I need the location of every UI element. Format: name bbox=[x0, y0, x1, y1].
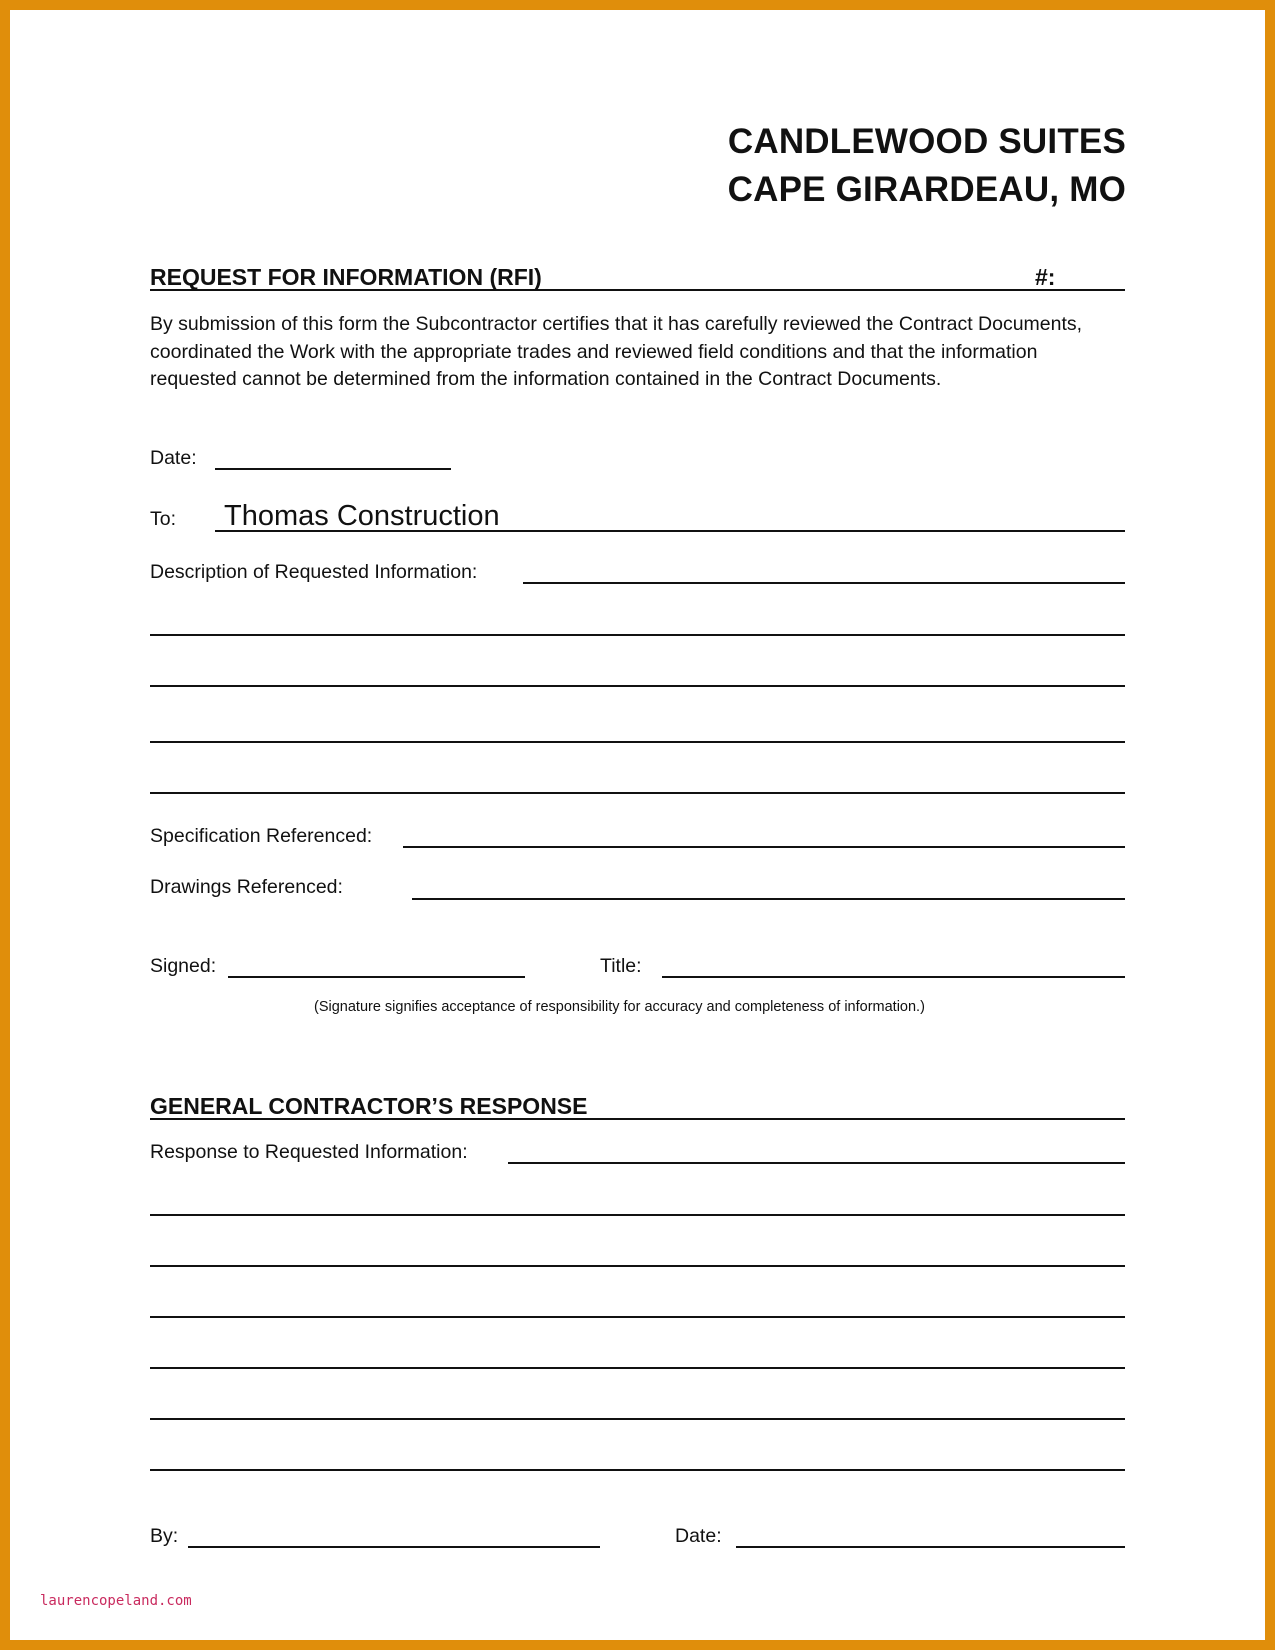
rfi-description-line-3[interactable] bbox=[150, 685, 1125, 687]
rfi-date-label: Date: bbox=[150, 447, 197, 469]
response-line-3[interactable] bbox=[150, 1265, 1125, 1267]
rfi-description-line-1[interactable] bbox=[523, 582, 1125, 584]
rfi-description-line-5[interactable] bbox=[150, 792, 1125, 794]
rfi-signed-label: Signed: bbox=[150, 955, 217, 977]
rfi-drawings-field[interactable] bbox=[412, 898, 1125, 900]
rfi-section-title: REQUEST FOR INFORMATION (RFI) bbox=[150, 264, 542, 290]
response-date-label: Date: bbox=[675, 1525, 722, 1547]
response-line-5[interactable] bbox=[150, 1367, 1125, 1369]
response-line-6[interactable] bbox=[150, 1418, 1125, 1420]
header-line-1: CANDLEWOOD SUITES bbox=[727, 122, 1126, 161]
response-line-4[interactable] bbox=[150, 1316, 1125, 1318]
rfi-date-field[interactable] bbox=[215, 468, 451, 470]
response-line-2[interactable] bbox=[150, 1214, 1125, 1216]
rfi-title-rule bbox=[150, 289, 1125, 291]
rfi-intro-paragraph: By submission of this form the Subcontractor certifies that it has carefully reviewed the Contract Documents, coordinated the Work with the appropriate trades and reviewed field conditions and that the information requested cannot be determined from the information contained in the Contract Documents. bbox=[150, 313, 1083, 390]
rfi-to-value: Thomas Construction bbox=[224, 500, 500, 532]
rfi-drawings-label: Drawings Referenced: bbox=[150, 876, 343, 898]
rfi-title-label: Title: bbox=[600, 955, 642, 977]
rfi-specification-label: Specification Referenced: bbox=[150, 825, 373, 847]
rfi-title-field[interactable] bbox=[662, 976, 1125, 978]
watermark-text: laurencopeland.com bbox=[40, 1593, 192, 1609]
response-line-7[interactable] bbox=[150, 1469, 1125, 1471]
response-section-title: GENERAL CONTRACTOR’S RESPONSE bbox=[150, 1093, 588, 1119]
rfi-to-label: To: bbox=[150, 508, 177, 530]
response-label: Response to Requested Information: bbox=[150, 1141, 468, 1163]
rfi-description-label: Description of Requested Information: bbox=[150, 561, 478, 583]
rfi-signed-field[interactable] bbox=[228, 976, 525, 978]
rfi-description-line-2[interactable] bbox=[150, 634, 1125, 636]
rfi-number-label: #: bbox=[1035, 264, 1056, 290]
response-by-field[interactable] bbox=[188, 1546, 600, 1548]
response-title-rule bbox=[150, 1118, 1125, 1120]
rfi-specification-field[interactable] bbox=[403, 846, 1125, 848]
rfi-description-line-4[interactable] bbox=[150, 741, 1125, 743]
response-date-field[interactable] bbox=[736, 1546, 1125, 1548]
response-by-label: By: bbox=[150, 1525, 179, 1547]
rfi-to-field[interactable] bbox=[215, 530, 1125, 532]
response-line-1[interactable] bbox=[508, 1162, 1125, 1164]
header-line-2: CAPE GIRARDEAU, MO bbox=[727, 170, 1126, 209]
signature-note: (Signature signifies acceptance of responsibility for accuracy and completeness of information.) bbox=[314, 999, 925, 1015]
